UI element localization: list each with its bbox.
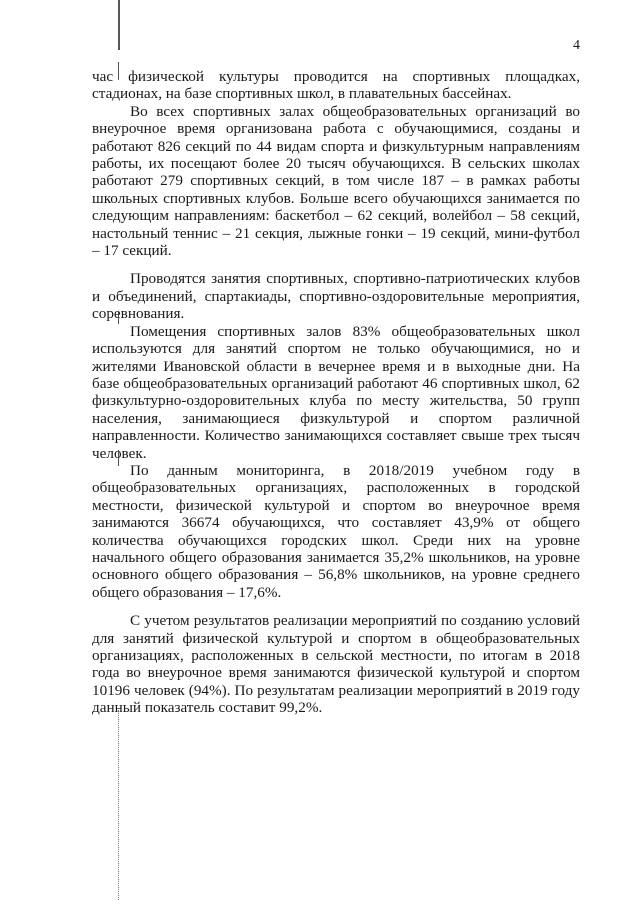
page-number: 4 xyxy=(573,38,580,53)
document-body xyxy=(92,68,580,717)
paragraph: С учетом результатов реализации мероприятий по созданию условий для занятий физической культурой и спортом в общеобразовательных организациях, расположенных в сельской местности, по итогам в 2018 года во внеурочное время занимаются физической культурой и спортом 10196 человек (94%). По результатам реализации мероприятий в 2019 году данный показатель составит 99,2%. xyxy=(92,612,580,717)
margin-mark xyxy=(118,710,119,900)
margin-mark xyxy=(118,0,120,50)
paragraph: Проводятся занятия спортивных, спортивно-патриотических клубов и объединений, спартакиады, спортивно-оздоровительные мероприятия, соревнования. xyxy=(92,270,580,323)
paragraph: По данным мониторинга, в 2018/2019 учебном году в общеобразовательных организациях, расположенных в городской местности, физической культурой и спортом во внеурочное время занимаются 36674 обучающихся, что составляет 43,9% от общего количества обучающихся городских школ. Среди них на уровне начального общего образования занимается 35,2% школьников, на уровне основного общего образования – 56,8% школьников, на уровне среднего общего образования – 17,6%. xyxy=(92,461,580,601)
paragraph: Во всех спортивных залах общеобразовательных организаций во внеурочное время организована работа с обучающимися, созданы и работают 826 секций по 44 видам спорта и физкультурным направлениям работы, их посещают более 20 тысяч обучающихся. В сельских школах работают 279 спортивных секций, в том числе 187 – в рамках работы школьных спортивных клубов. Больше всего обучающихся занимается по следующим направлениям: баскетбол – 62 секций, волейбол – 58 секций, настольный теннис – 21 секция, лыжные гонки – 19 секций, мини-футбол – 17 секций. xyxy=(92,102,580,260)
paragraph: Помещения спортивных залов 83% общеобразовательных школ используются для занятий спортом не только обучающимися, но и жителями Ивановской области в вечернее время и в выходные дни. На базе общеобразовательных организаций работают 46 спортивных школ, 62 физкультурно-оздоровительных клуба по месту жительства, 50 групп населения, занимающиеся физкультурой и спортом различной направленности. Количество занимающихся составляет свыше трех тысяч человек. xyxy=(92,322,580,462)
paragraph: час физической культуры проводится на спортивных площадках, стадионах, на базе спортивных школ, в плавательных бассейнах. xyxy=(92,68,580,103)
